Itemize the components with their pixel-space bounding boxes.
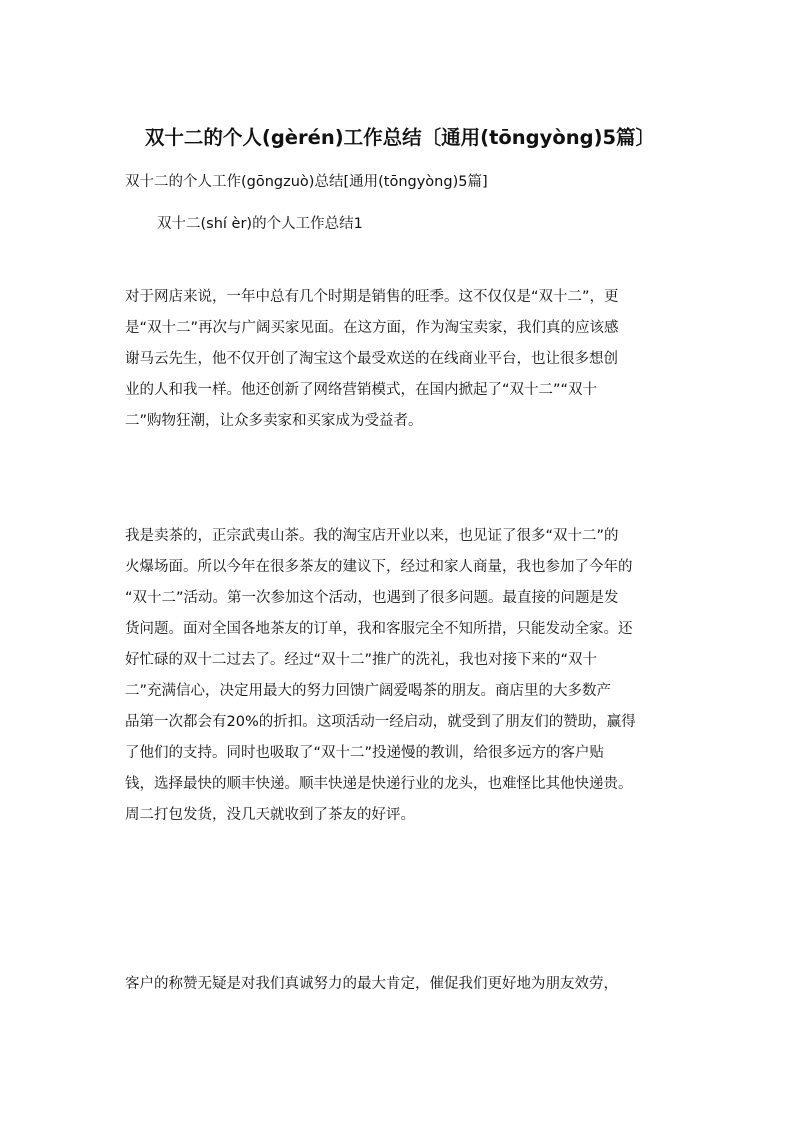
document-title: 双十二的个人(gèrén)工作总结〔通用(tōngyòng)5篇〕 (144, 126, 656, 149)
text-line: 我是卖茶的，正宗武夷山茶。我的淘宝店开业以来，也见证了很多“双十二”的 (125, 528, 619, 544)
text-line: 二”购物狂潮，让众多卖家和买家成为受益者。 (125, 413, 423, 429)
text-line: 客户的称赞无疑是对我们真诚努力的最大肯定，催促我们更好地为朋友效劳， (125, 976, 618, 992)
text-line: 品第一次都会有20%的折扣。这项活动一经启动，就受到了朋友们的赞助，赢得 (125, 714, 636, 730)
text-line: 对于网店来说，一年中总有几个时期是销售的旺季。这不仅仅是“双十二”，更 (125, 289, 619, 305)
text-line: 谢马云先生，他不仅开创了淘宝这个最受欢送的在线商业平台，也让很多想创 (125, 351, 618, 367)
text-line: 是“双十二”再次与广阔买家见面。在这方面，作为淘宝卖家，我们真的应该感 (125, 320, 619, 336)
document-subtitle: 双十二的个人工作(gōngzuò)总结[通用(tōngyòng)5篇] (125, 174, 488, 190)
text-line: 二”充满信心，决定用最大的努力回馈广阔爱喝茶的朋友。商店里的大多数产 (125, 683, 612, 699)
paragraph-3 (125, 969, 685, 1000)
text-line: 火爆场面。所以今年在很多茶友的建议下，经过和家人商量，我也参加了今年的 (125, 559, 633, 575)
text-line: 周二打包发货，没几天就收到了茶友的好评。 (125, 807, 415, 823)
text-line: 业的人和我一样。他还创新了网络营销模式，在国内掀起了“双十二”“双十 (125, 382, 598, 398)
paragraph-1 (125, 282, 685, 437)
text-line: 了他们的支持。同时也吸取了“双十二”投递慢的教训，给很多远方的客户贴 (125, 745, 605, 761)
section-heading: 双十二(shí èr)的个人工作总结1 (157, 216, 363, 232)
text-line: 货问题。面对全国各地茶友的订单，我和客服完全不知所措，只能发动全家。还 (125, 621, 633, 637)
text-line: “双十二”活动。第一次参加这个活动，也遇到了很多问题。最直接的问题是发 (125, 590, 619, 606)
text-line: 钱，选择最快的顺丰快递。顺丰快递是快递行业的龙头，也难怪比其他快递贵。 (125, 776, 633, 792)
text-line: 好忙碌的双十二过去了。经过“双十二”推广的洗礼，我也对接下来的“双十 (125, 652, 598, 668)
paragraph-2 (125, 521, 685, 831)
